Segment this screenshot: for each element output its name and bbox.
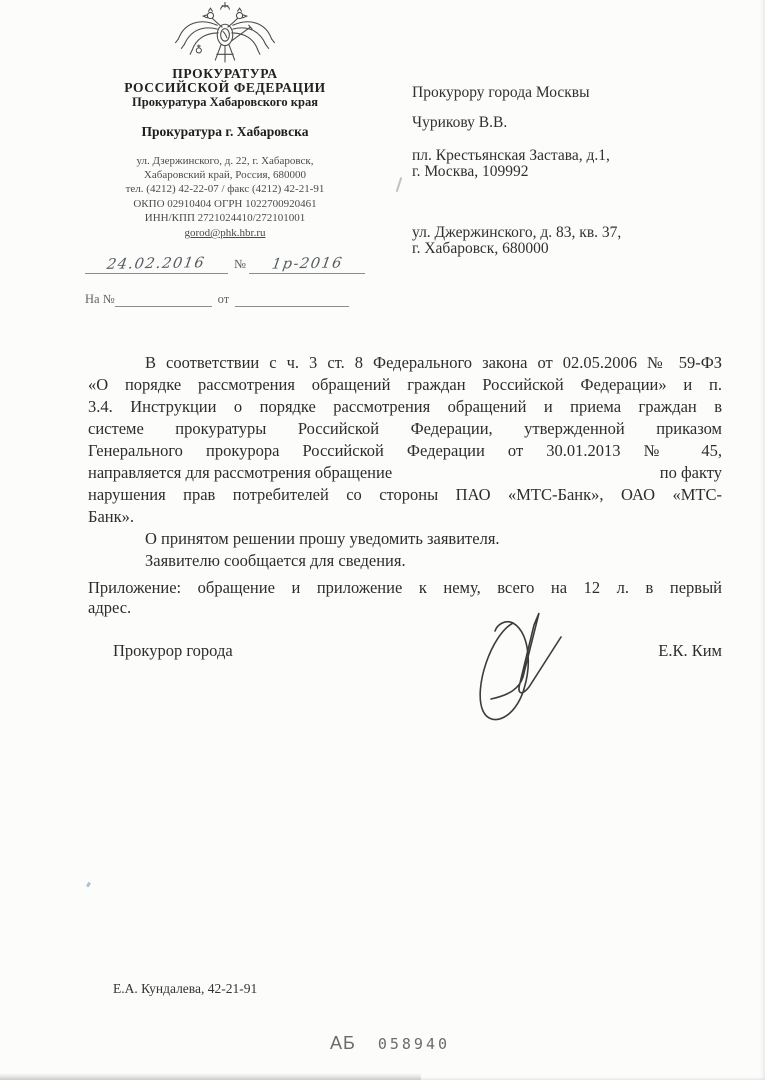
office-address xyxy=(70,154,380,225)
incoming-reference-row xyxy=(85,291,385,307)
number-sign: № xyxy=(234,257,246,271)
recipient-title: Прокурору города Москвы xyxy=(412,84,590,101)
number-line xyxy=(249,256,365,274)
attachment-note xyxy=(88,578,722,617)
letterhead xyxy=(70,0,380,241)
doc-line xyxy=(88,462,722,484)
office-email: gorod@phk.hbr.ru xyxy=(184,227,266,240)
doc-line: ОКПО 02910404 ОГРН 1022700920461 xyxy=(133,197,317,210)
office-name: Прокуратура г. Хабаровска xyxy=(141,124,309,139)
form-number: 058940 xyxy=(377,1035,451,1053)
doc-line-left-text: направляется для рассмотрения обращение xyxy=(88,463,393,482)
org-name-line2: РОССИЙСКОЙ ФЕДЕРАЦИИ xyxy=(124,80,326,95)
doc-line: О принятом решении прошу уведомить заявителя. xyxy=(145,529,500,548)
scan-ink-speck xyxy=(86,882,91,888)
org-name-line1: ПРОКУРАТУРА xyxy=(172,66,278,81)
doc-line-right-text: по факту xyxy=(659,463,722,482)
form-series: АБ xyxy=(330,1033,356,1053)
signer-title: Прокурор города xyxy=(113,641,233,660)
doc-line: системе прокуратуры Российской Федерации, утвержденной приказом xyxy=(88,419,722,438)
doc-line: ул. Дзержинского, д. 22, г. Хабаровск, xyxy=(136,155,314,167)
doc-line: тел. (4212) 42-22-07 / факс (4212) 42-21-91 xyxy=(125,183,325,196)
org-name-line3: Прокуратура Хабаровского края xyxy=(132,95,318,109)
reference-block xyxy=(85,250,385,307)
doc-line: «О порядке рассмотрения обращений граждан Российской Федерации» и п. xyxy=(88,375,722,394)
scan-slash-artifact xyxy=(396,177,402,192)
handwritten-date: 24.02.2016 xyxy=(106,255,207,273)
body-paragraphs xyxy=(88,352,722,572)
doc-line: Приложение: обращение и приложение к нему, всего на 12 л. в первый xyxy=(88,578,722,597)
signer-name: Е.К. Ким xyxy=(658,641,722,660)
scan-right-edge xyxy=(760,0,765,1080)
form-number-block xyxy=(330,1033,450,1054)
doc-line: адрес. xyxy=(88,597,132,617)
executor-contact: Е.А. Кундалева, 42-21-91 xyxy=(113,981,258,996)
doc-line: ИНН/КПП 2721024410/272101001 xyxy=(144,211,306,224)
recipient-address2-line1: ул. Джержинского, д. 83, кв. 37, xyxy=(412,224,622,241)
doc-line: Заявителю сообщается для сведения. xyxy=(145,551,406,570)
recipient-address1-line2: г. Москва, 109992 xyxy=(412,162,529,180)
recipient-block xyxy=(412,84,742,256)
handwritten-signature-icon xyxy=(463,597,583,729)
outgoing-number-row xyxy=(85,250,385,274)
reply-number-blank-line xyxy=(115,292,212,307)
russian-coat-of-arms-eagle-icon xyxy=(166,0,284,64)
handwritten-number: 1р-2016 xyxy=(270,255,344,273)
reply-ot-label: от xyxy=(217,292,230,306)
reply-na-label: На № xyxy=(85,292,115,306)
doc-line: Генерального прокурора Российской Федерации от 30.01.2013 № 45, xyxy=(88,441,722,460)
date-line xyxy=(85,256,228,274)
reply-date-blank-line xyxy=(235,292,349,307)
doc-line: нарушения прав потребителей со стороны ПАО «МТС-Банк», ОАО «МТС- xyxy=(88,485,722,504)
recipient-name: Чурикову В.В. xyxy=(412,114,508,131)
doc-line: В соответствии с ч. 3 ст. 8 Федерального закона от 02.05.2006 № 59-ФЗ xyxy=(145,353,722,372)
doc-line: 3.4. Инструкции о порядке рассмотрения обращений и приема граждан в xyxy=(88,397,722,416)
recipient-address2-line2: г. Хабаровск, 680000 xyxy=(412,239,549,257)
recipient-address1-line1: пл. Крестьянская Застава, д.1, xyxy=(412,147,610,164)
doc-line: Банк». xyxy=(88,507,135,526)
doc-line: Хабаровский край, Россия, 680000 xyxy=(143,169,307,182)
